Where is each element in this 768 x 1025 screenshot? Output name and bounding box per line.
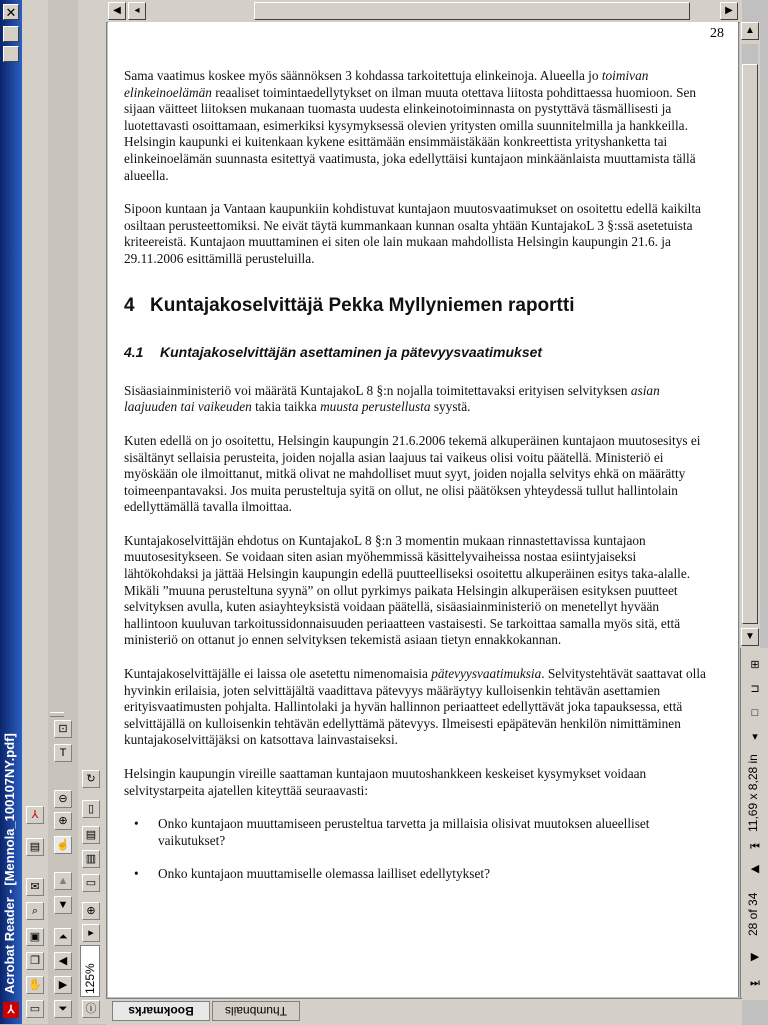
paragraph: Kuntajakoselvittäjän ehdotus on KuntajakoL 8 §:n 3 momentin mukaan rinnastettavissa kuntajaon muutosesitykseen. Se voidaan siten asian myöhemmissä käsittelyvaiheissa nostaa esiintyjaiseksi lähtökohdaksi ja jättää Helsingin kaupungin edellä puutteelliseksi osoitettu alkuperäinen esitys taka-alalle. Mikäli ”muuna perusteltuna syynä” on ollut pyrkimys paikata Helsingin alkuperäisen esityksen puutteet selvityksen avulla, kuten asiayhteyksistä voidaan päätellä, sisäasiainministeriö on menetellyt hyvään hallintoon kuuluvan tarkoitussidonnaisuuden periaatteen vastaisesti. Se tarkoittaa samalla myös sitä, että ministeriö on ottanut jo ennen selvityksen tekemistä asiaan tietyn ennakkokannan. xyxy=(124,532,691,648)
acrobat-icon: ⅄ xyxy=(3,1002,19,1018)
search-button[interactable]: ⌕ xyxy=(26,902,44,920)
continuous-page-icon[interactable]: ▤ xyxy=(82,826,100,844)
prev-page-icon[interactable]: ◀ xyxy=(750,863,760,875)
first-page-icon[interactable]: ⏮ xyxy=(750,841,760,853)
rotate-view-icon[interactable]: ↻ xyxy=(82,770,100,788)
text-select-tool-icon[interactable]: T xyxy=(54,744,72,762)
arrow-down-icon: ▼ xyxy=(745,631,755,642)
tab-bookmarks[interactable]: Bookmarks xyxy=(112,1001,210,1021)
hand-tool-button[interactable]: ☝ xyxy=(54,836,72,854)
first-page-button[interactable]: ▲ xyxy=(54,872,72,890)
scroll-up-button[interactable] xyxy=(741,22,759,40)
section-heading: 4 Kuntajakoselvittäjä Pekka Myllyniemen raportti xyxy=(124,294,575,316)
single-page-icon[interactable]: ▯ xyxy=(82,800,100,818)
paragraph: Kuntajakoselvittäjälle ei laissa ole asetettu nimenomaisia pätevyysvaatimuksia. Selvitystehtävät saattavat olla hyvinkin erilaisia, joten selvittäjältä vaadittava pätevyys määräytyy kulloisenkin tehtävän asettamien erityisvaatimusten pohjalta. Hallintolaki ja hyvän hallinnon periaatteet edellyttävät joka tapauksessa, että selvittäjällä on kulloisenkin tehtävän edellyttämä pätevyys. Ilmeisesti epäpätevän henkilön nimittäminen kuntajakoselvittäjäksi on katsottava lainvastaiseksi. xyxy=(124,666,706,748)
window-title: Acrobat Reader - [Mennola_100107NY.pdf] xyxy=(2,733,17,994)
window-title-bar[interactable] xyxy=(0,0,22,1024)
scroll-left-button[interactable] xyxy=(108,2,126,20)
navigation-tabs xyxy=(106,998,742,1025)
zoom-in-icon[interactable]: ⊕ xyxy=(54,812,72,830)
email-button[interactable]: ✉ xyxy=(26,878,44,896)
toolbar-column-1 xyxy=(22,0,49,1024)
close-icon: ✕ xyxy=(5,5,17,20)
list-item: • Onko kuntajaon muuttamiseen perusteltua tarvetta ja millaisia olisivat muutoksen alueelliset vaikutukset? xyxy=(124,816,714,849)
scroll-right-button[interactable] xyxy=(720,2,738,20)
toolbar-column-2 xyxy=(48,0,79,1024)
zoom-menu-icon[interactable]: ⊕ xyxy=(82,902,100,920)
arrow-left-icon: ◂ xyxy=(134,5,140,16)
vertical-scrollbar[interactable] xyxy=(740,22,760,648)
subsection-heading: 4.1 Kuntajakoselvittäjän asettaminen ja pätevyysvaatimukset xyxy=(124,344,543,361)
zoom-arrow-icon[interactable]: ▾ xyxy=(752,731,758,743)
back-button[interactable]: ◀ xyxy=(54,952,72,970)
copy-button[interactable]: ❐ xyxy=(26,952,44,970)
minimize-button[interactable] xyxy=(3,46,19,62)
arrow-up-icon: ▲ xyxy=(745,25,755,36)
forward-button[interactable]: ▶ xyxy=(54,976,72,994)
list-item: • Onko kuntajaon muuttamiselle olemassa lailliset edellytykset? xyxy=(124,866,714,883)
last-page-icon[interactable]: ⏭ xyxy=(750,977,760,989)
horizontal-scrollbar[interactable] xyxy=(106,0,742,23)
horizontal-scroll-thumb[interactable] xyxy=(254,2,690,20)
toolbar-column-3 xyxy=(78,0,107,1024)
acrobat-logo-icon: ⅄ xyxy=(26,806,44,824)
toolbar-grip xyxy=(50,712,64,717)
status-bar xyxy=(740,648,768,1000)
facing-pages-icon[interactable]: ▥ xyxy=(82,850,100,868)
hand-tool-icon[interactable]: ✋ xyxy=(26,976,44,994)
previous-page-button[interactable]: ▼ xyxy=(54,896,72,914)
snapshot-tool-icon[interactable]: ⊡ xyxy=(54,720,72,738)
scroll-down-button[interactable] xyxy=(741,628,759,646)
last-page-button[interactable]: ⏷ xyxy=(54,1000,72,1018)
paragraph: Sipoon kuntaan ja Vantaan kaupunkiin kohdistuvat kuntajaon muutosvaatimukset on osoitettu edellä kaikilta osiltaan perusteettomiksi. Ne eivät täytä kummankaan kunnan osalta yhtään KuntajakoL 3 §:ssä asetetuista kriteereistä. Kuntajaon muuttaminen ei siten ole lain mukaan mahdollista Helsingin kaupungin 21.6. ja 29.11.2006 esittämillä perusteluilla. xyxy=(124,201,701,266)
page-view-icon[interactable]: □ xyxy=(751,707,759,719)
next-page-button[interactable]: ⏶ xyxy=(54,928,72,946)
tab-thumbnails[interactable]: Thumbnails xyxy=(212,1001,300,1021)
save-button[interactable]: ▣ xyxy=(26,928,44,946)
page-content xyxy=(124,68,714,900)
vertical-scroll-thumb[interactable] xyxy=(742,64,758,624)
split-view-icon[interactable]: ⊞ xyxy=(750,659,760,671)
arrow-left-icon: ◀ xyxy=(113,5,121,16)
page-size-indicator: 11,69 x 8,28 in xyxy=(746,754,760,832)
page-number: 28 xyxy=(710,26,724,41)
fit-page-icon[interactable]: ⊐ xyxy=(750,683,760,695)
bullet-list xyxy=(124,816,714,883)
print-button[interactable]: ▤ xyxy=(26,838,44,856)
zoom-out-icon[interactable]: ⊖ xyxy=(54,790,72,808)
page-indicator[interactable]: 28 of 34 xyxy=(746,892,760,936)
restore-button[interactable] xyxy=(3,26,19,42)
arrow-right-icon: ▶ xyxy=(725,5,733,16)
document-page[interactable] xyxy=(108,22,739,997)
open-button[interactable]: ▭ xyxy=(26,1000,44,1018)
fit-width-icon[interactable]: ▭ xyxy=(82,874,100,892)
paragraph: Kuten edellä on jo osoitettu, Helsingin kaupungin 21.6.2006 tekemä alkuperäinen kuntajaon muutosesitys ei sisältänyt sellaisia perusteita, joiden nojalla asian laajuus tai vaikeus olisi voitu päätellä. Ministeriö ei myöskään ole ilmoittanut, mitkä olivat ne mahdolliset muut syyt, joiden nojalla selvitys ehkä on määrätty toimeenpantavaksi. Jos muita perusteltuja syitä on ollut, ne olisi päätöksen yhteydessä tullut hallintolain edellyttämällä tavalla ilmoittaa. xyxy=(124,432,701,515)
paragraph: Sisäasiainministeriö voi määrätä KuntajakoL 8 §:n nojalla toimitettavaksi erityisen selvityksen asian laajuuden tai vaikeuden takia taikka muusta perustellusta syystä. xyxy=(124,382,660,415)
close-button[interactable] xyxy=(3,4,19,20)
next-page-icon[interactable]: ▶ xyxy=(750,951,760,963)
zoom-level-field[interactable]: 125% xyxy=(80,945,100,997)
zoom-dropdown-arrow-icon[interactable]: ▸ xyxy=(82,924,100,942)
scroll-left-page-button[interactable] xyxy=(128,2,146,20)
paragraph: Helsingin kaupungin vireille saattaman kuntajaon muutoshankkeen keskeiset kysymykset voidaan selvitystarpeita ajatellen kiteyttää seuraavasti: xyxy=(124,766,647,798)
info-icon[interactable]: ⓘ xyxy=(82,1000,100,1018)
paragraph: Sama vaatimus koskee myös säännöksen 3 kohdassa tarkoitettuja elinkeinoja. Alueella jo toimivan elinkeinoelämän reaaliset toimintaedellytykset on ilman muuta otettava liitosta pohdittaessa huomioon. Sen sijaan väitteet liitoksen mukanaan tuomasta uudesta elinkeinotoiminnasta on pystyttävä täsmällisesti ja luotettavasti osoittamaan, esimerkiksi kysymyksessä olevien yritysten omilla suunnitelmilla ja hankkeilla. Helsingin kaupunki ei kuitenkaan kykene esittämään ensimmäistäkään konkreettista yrityshanketta tai elinkeinoelämän suunnasta esitettyä vaatimusta, joka edellyttäisi kuntajaon minkäänlaista muuttamista tällä alueella. xyxy=(124,68,697,183)
